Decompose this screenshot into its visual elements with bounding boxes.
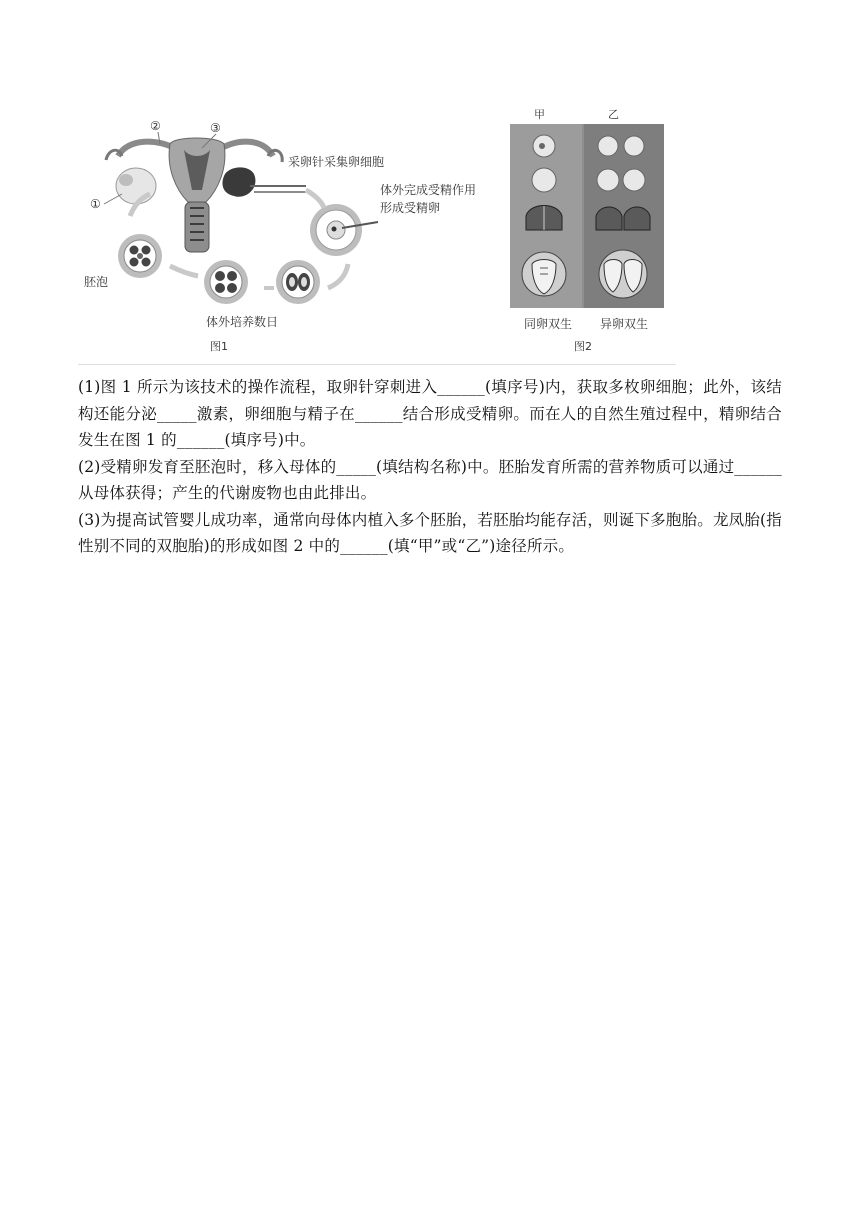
embryo-four-cell — [204, 260, 248, 304]
marker-1: ① — [90, 197, 101, 211]
embryo-two-cell — [276, 260, 320, 304]
question-1: (1)图 1 所示为该技术的操作流程，取卵针穿刺进入______(填序号)内，获取多枚卵细胞；此外，该结构还能分泌_____激素，卵细胞与精子在______结合形成受精卵。而在人的自然生殖过程中，精卵结合发生在图 1 的______(填序号)中。 — [78, 378, 782, 449]
fertilized-egg — [310, 204, 378, 256]
label-blastocyst: 胚泡 — [84, 275, 109, 289]
figure-2-caption: 图2 — [574, 340, 592, 353]
label-needle: 采卵针采集卵细胞 — [288, 155, 385, 169]
figure-2 — [510, 108, 664, 353]
label-culture: 体外培养数日 — [206, 315, 279, 329]
question-list — [78, 374, 782, 560]
col-yi: 乙 — [608, 108, 619, 121]
figure-divider — [78, 364, 676, 365]
marker-2: ② — [150, 119, 161, 133]
label-fertilize-line2: 形成受精卵 — [380, 201, 441, 215]
label-fertilize-line1: 体外完成受精作用 — [380, 183, 477, 197]
question-3: (3)为提高试管婴儿成功率，通常向母体内植入多个胚胎，若胚胎均能存活，则诞下多胞胎。龙凤胎(指性别不同的双胞胎)的形成如图 2 中的______(填“甲”或“乙”)途径所示。 — [78, 510, 782, 555]
marker-3: ③ — [210, 121, 221, 135]
label-fraternal-twins: 异卵双生 — [600, 317, 649, 331]
col-jia: 甲 — [534, 108, 545, 121]
blastocyst — [118, 234, 162, 278]
question-2: (2)受精卵发育至胚泡时，移入母体的_____(填结构名称)中。胚胎发育所需的营养物质可以通过______从母体获得；产生的代谢废物也由此排出。 — [78, 457, 782, 502]
figures-panel — [78, 98, 678, 360]
figure-1-caption: 图1 — [210, 340, 228, 353]
figure-1 — [84, 119, 476, 353]
label-identical-twins: 同卵双生 — [524, 317, 573, 331]
